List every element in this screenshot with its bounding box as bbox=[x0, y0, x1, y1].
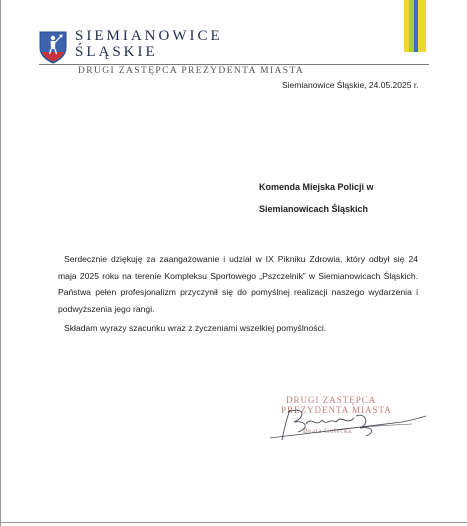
stamp-name: Beata Gołecka bbox=[303, 427, 352, 435]
body-paragraph-2: Składam wyrazy szacunku wraz z życzeniami wszelkiej pomyślności. bbox=[64, 323, 327, 333]
recipient-line1: Komenda Miejska Policji w bbox=[259, 182, 374, 192]
city-crest-icon bbox=[38, 30, 68, 64]
stamp-line2: PREZYDENTA MIASTA bbox=[281, 405, 392, 415]
letterhead-divider bbox=[39, 64, 429, 65]
letterhead-city-line2: ŚLĄSKIE bbox=[75, 44, 158, 60]
page-left-edge bbox=[0, 0, 1, 526]
letterhead-color-stripes bbox=[404, 0, 434, 52]
recipient-line2: Siemianowicach Śląskich bbox=[259, 204, 369, 214]
handwritten-signature bbox=[262, 402, 432, 446]
letterhead-city-line1: SIEMIANOWICE bbox=[75, 28, 223, 44]
letterhead-office: DRUGI ZASTĘPCA PREZYDENTA MIASTA bbox=[78, 66, 305, 76]
page-bottom-edge bbox=[0, 522, 467, 523]
stripe bbox=[418, 0, 426, 52]
body-paragraph-1: Serdecznie dziękuję za zaangażowanie i udział w IX Pikniku Zdrowia, który odbył się 24 maja 2025 roku na terenie Kompleksu Sportowego „Pszczelnik” w Siemianowicach Śląskich. Państwa pełen profesjonalizm przyczynił się do pomyślnej realizacji naszego wydarzenia i podwyższenia jego rangi. bbox=[58, 254, 418, 314]
stamp-line1: DRUGI ZASTĘPCA bbox=[286, 395, 377, 405]
letter-body bbox=[58, 251, 418, 337]
place-and-date: Siemianowice Śląskie, 24.05.2025 r. bbox=[282, 80, 419, 90]
